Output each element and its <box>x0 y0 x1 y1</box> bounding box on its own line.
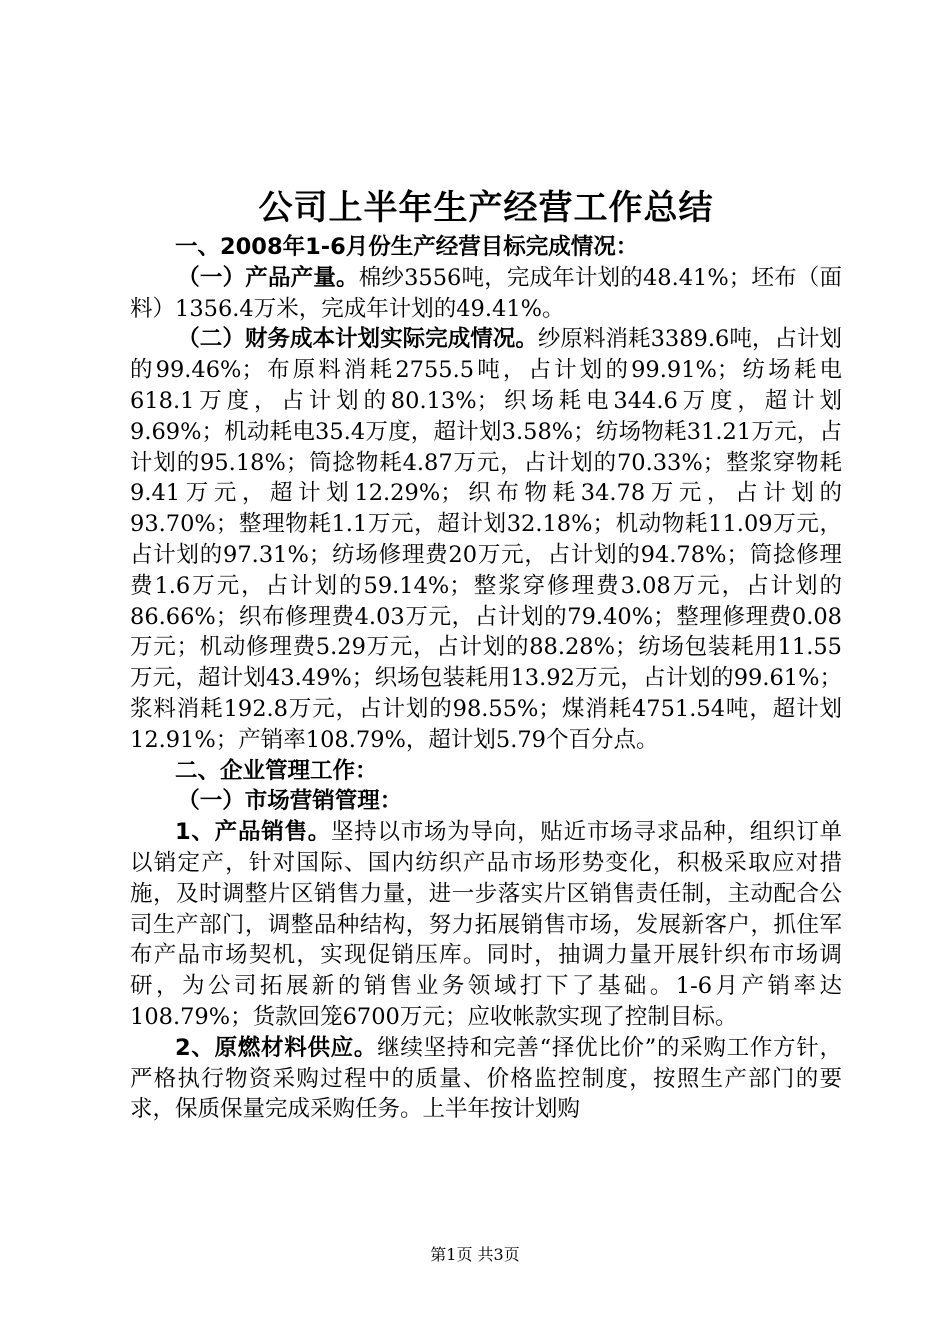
paragraph-heading: 2、原燃材料供应。 <box>175 1034 378 1061</box>
paragraph-text: 继续坚持和完善“择优比价”的采购工作方针，严格执行物资采购过程中的质量、价格监控制度，按照生产部门的要求，保质保量完成采购任务。上半年按计划购 <box>130 1034 842 1123</box>
paragraph-product-output <box>130 263 842 325</box>
paragraph-heading: （一）产品产量。 <box>177 264 359 291</box>
page-footer: 第1页 共3页 <box>430 1245 520 1264</box>
paragraph-product-sales <box>130 817 842 1033</box>
paragraph-text: 纱原料消耗3389.6吨，占计划的99.46%；布原料消耗2755.5吨，占计划的99.91%；纺场耗电618.1万度，占计划的80.13%；织场耗电344.6万度，超计划9.69%；机动耗电35.4万度，超计划3.58%；纺场物耗31.21万元，占计划的95.18%；筒捻物耗4.87万元，占计划的70.33%；整浆穿物耗9.41万元，超计划12.29%；织布物耗34.78万元，占计划的93.70%；整理物耗1.1万元，超计划32.18%；机动物耗11.09万元，占计划的97.31%；纺场修理费20万元，占计划的94.78%；筒捻修理费1.6万元，占计划的59.14%；整浆穿修理费3.08万元，占计划的86.66%；织布修理费4.03万元，占计划的79.40%；整理修理费0.08万元；机动修理费5.29万元，占计划的88.28%；纺场包装耗用11.55万元，超计划43.49%；织场包装耗用13.92万元，占计划的99.61%；浆料消耗192.8万元，占计划的98.55%；煤消耗4751.54吨，超计划12.91%；产销率108.79%，超计划5.79个百分点。 <box>130 326 842 753</box>
paragraph-heading: 1、产品销售。 <box>175 819 331 846</box>
paragraph-heading: 一、2008年1-6月份生产经营目标完成情况： <box>175 234 639 260</box>
paragraph-heading: （二）财务成本计划实际完成情况。 <box>177 326 538 353</box>
paragraph-heading: （一）市场营销管理： <box>177 788 403 815</box>
section-heading-management <box>130 756 842 787</box>
paragraph-text: 坚持以市场为导向，贴近市场寻求品种，组织订单以销定产，针对国际、国内纺织产品市场形势变化，积极采取应对措施，及时调整片区销售力量，进一步落实片区销售责任制，主动配合公司生产部门，调整品种结构，努力拓展销售市场，发展新客户，抓住军布产品市场契机，实现促销压库。同时，抽调力量开展针织布市场调研，为公司拓展新的销售业务领域打下了基础。1-6月产销率达108.79%；货款回笼6700万元；应收帐款实现了控制目标。 <box>130 819 842 1030</box>
paragraph-material-supply <box>130 1033 842 1125</box>
paragraph-financial-cost <box>130 324 842 755</box>
document-title: 公司上半年生产经营工作总结 <box>258 188 714 228</box>
section-heading-marketing <box>130 786 842 817</box>
paragraph-text: 棉纱3556吨，完成年计划的48.41%；坯布（面料）1356.4万米，完成年计划的49.41%。 <box>130 264 842 322</box>
document-body <box>130 232 842 1125</box>
paragraph-heading: 二、企业管理工作： <box>175 757 378 784</box>
section-heading-goals <box>130 232 842 263</box>
